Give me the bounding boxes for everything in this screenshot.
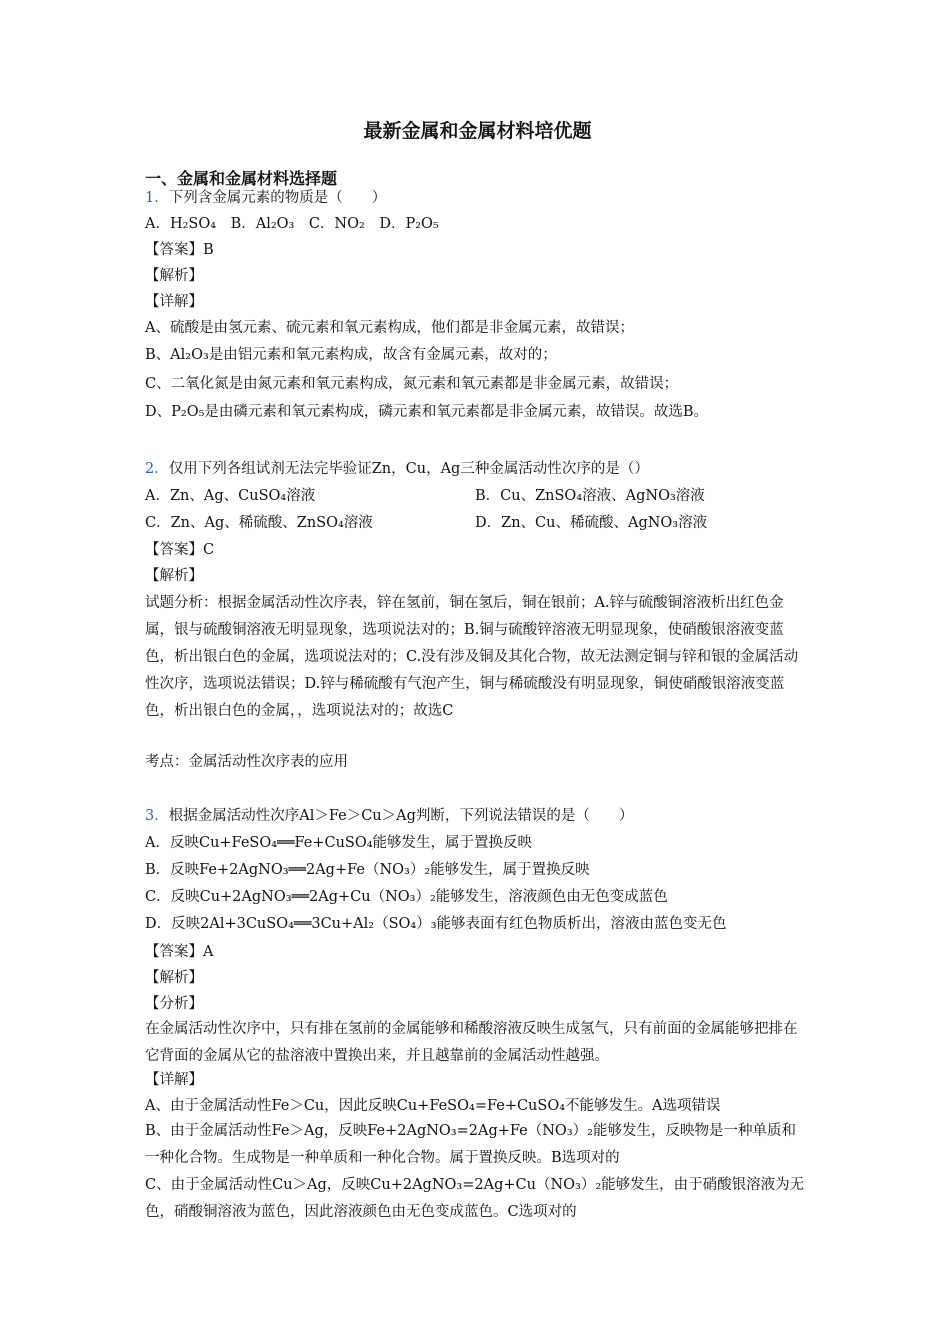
- q3-option-a: A．反映Cu+FeSO₄══Fe+CuSO₄能够发生，属于置换反映: [145, 835, 533, 851]
- q2-options-row1: [145, 486, 705, 506]
- q2-analysis-body: 试题分析：根据金属活动性次序表，锌在氢前，铜在氢后，铜在银前；A.锌与硫酸铜溶液析出红色金属，银与硫酸铜溶液无明显现象，选项说法对的；B.铜与硫酸锌溶液无明显现象，使硝酸银溶液变蓝色，析出银白色的金属，选项说法对的；C.没有涉及铜及其化合物，故无法测定铜与锌和银的金属活动性次序，选项说法错误；D.锌与稀硫酸有气泡产生，铜与稀硫酸没有明显现象，铜使硝酸银溶液变蓝色，析出银白色的金属，，选项说法对的；故选C: [145, 595, 799, 719]
- q2-option-b: B．Cu、ZnSO₄溶液、AgNO₃溶液: [475, 488, 705, 504]
- q2-number: 2．: [145, 461, 169, 477]
- q3-detail-b: B、由于金属活动性Fe＞Ag，反映Fe+2AgNO₃=2Ag+Fe（NO₃）₂能够发生，反映物是一种单质和一种化合物。生成物是一种单质和一种化合物。属于置换反映。B选项对的: [145, 1123, 796, 1166]
- q3-fenxi-label: 【分析】: [145, 996, 203, 1012]
- q3-detail-label: 【详解】: [145, 1072, 203, 1088]
- page-title: 最新金属和金属材料培优题: [363, 120, 592, 142]
- q3-fenxi-body: 在金属活动性次序中，只有排在氢前的金属能够和稀酸溶液反映生成氢气，只有前面的金属能够把排在它背面的金属从它的盐溶液中置换出来，并且越靠前的金属活动性越强。: [145, 1021, 798, 1064]
- q2-stem-line: [145, 459, 649, 479]
- q3-detail-a: A、由于金属活动性Fe＞Cu，因此反映Cu+FeSO₄=Fe+CuSO₄不能够发生。A选项错误: [145, 1098, 721, 1114]
- q2-stem: 仅用下列各组试剂无法完毕验证Zn，Cu，Ag三种金属活动性次序的是（）: [168, 461, 649, 477]
- q1-stem-line: [145, 188, 386, 208]
- q3-analysis-label: 【解析】: [145, 970, 203, 986]
- q2-analysis-label: 【解析】: [145, 568, 203, 584]
- q3-stem-line: [145, 806, 633, 826]
- section-heading: 一、金属和金属材料选择题: [145, 169, 338, 188]
- q1-stem: 下列含金属元素的物质是（ ）: [168, 190, 387, 206]
- q2-option-c: C．Zn、Ag、稀硫酸、ZnSO₄溶液: [145, 515, 373, 531]
- q1-analysis-label: 【解析】: [145, 268, 203, 284]
- q2-option-d: D．Zn、Cu、稀硫酸、AgNO₃溶液: [475, 515, 708, 531]
- q3-number: 3．: [145, 808, 169, 824]
- q1-detail-c: C、二氧化氮是由氮元素和氧元素构成，氮元素和氧元素都是非金属元素，故错误；: [145, 376, 679, 392]
- q1-answer: 【答案】B: [145, 242, 214, 258]
- q3-option-d: D．反映2Al+3CuSO₄══3Cu+Al₂（SO₄）₃能够表面有红色物质析出，溶液由蓝色变无色: [145, 916, 727, 932]
- q3-answer: 【答案】A: [145, 944, 214, 960]
- q1-options: A．H₂SO₄ B．Al₂O₃ C．NO₂ D．P₂O₅: [145, 216, 439, 232]
- q1-detail-b: B、Al₂O₃是由铝元素和氧元素构成，故含有金属元素，故对的；: [145, 347, 557, 363]
- q1-detail-label: 【详解】: [145, 294, 203, 310]
- q3-option-b: B．反映Fe+2AgNO₃══2Ag+Fe（NO₃）₂能够发生，属于置换反映: [145, 862, 590, 878]
- q2-option-a: A．Zn、Ag、CuSO₄溶液: [145, 488, 316, 504]
- q2-options-row2: [145, 513, 708, 533]
- q1-number: 1．: [145, 190, 169, 206]
- q3-option-c: C．反映Cu+2AgNO₃══2Ag+Cu（NO₃）₂能够发生，溶液颜色由无色变成蓝色: [145, 889, 668, 905]
- q1-detail-a: A、硫酸是由氢元素、硫元素和氧元素构成，他们都是非金属元素，故错误；: [145, 320, 634, 336]
- q2-answer: 【答案】C: [145, 542, 215, 558]
- q3-detail-c: C、由于金属活动性Cu＞Ag，反映Cu+2AgNO₃=2Ag+Cu（NO₃）₂能够发生，由于硝酸银溶液为无色，硝酸铜溶液为蓝色，因此溶液颜色由无色变成蓝色。C选项对的: [145, 1177, 805, 1220]
- q2-kaodian: 考点：金属活动性次序表的应用: [145, 754, 348, 770]
- q3-stem: 根据金属活动性次序Al＞Fe＞Cu＞Ag判断，下列说法错误的是（ ）: [168, 808, 634, 824]
- q1-detail-d: D、P₂O₅是由磷元素和氧元素构成，磷元素和氧元素都是非金属元素，故错误。故选B。: [145, 404, 709, 420]
